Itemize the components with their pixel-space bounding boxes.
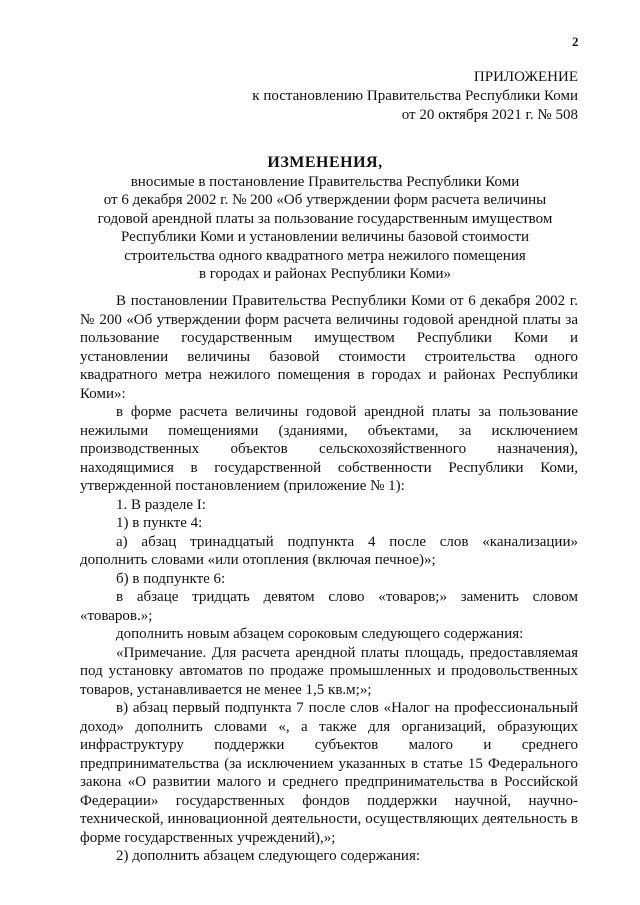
- paragraph: дополнить новым абзацем сороковым следующего содержания:: [116, 626, 524, 642]
- paragraph: в форме расчета величины годовой арендной платы за пользование нежилыми помещениями (зданиями, объектами, за исключением производственных объектов сельскохозяйственного назначения), находящимися в государственной собственности Республики Коми, утвержденной постановлением (приложение № 1):: [80, 404, 578, 494]
- annex-block: [252, 68, 578, 125]
- page-number: 2: [572, 34, 579, 49]
- paragraph: 2) дополнить абзацем следующего содержания:: [116, 848, 421, 864]
- title-line: Республики Коми и установлении величины базовой стоимости: [120, 229, 530, 245]
- paragraph: 1) в пункте 4:: [116, 515, 203, 531]
- paragraph: в) абзац первый подпункта 7 после слов «Налог на профессиональный доход» дополнить словами «, а также для организаций, образующих инфраструктуру поддержки субъектов малого и среднего предпринимательства (за исключением указанных в статье 15 Федерального закона «О развитии малого и среднего предпринимательства в Российской Федерации» государственных фондов поддержки научной, научно-технической, инновационной деятельности, осуществляющих деятельность в форме государственных учреждений),»;: [80, 700, 578, 846]
- annex-date: от 20 октября 2021 г. № 508: [401, 107, 578, 123]
- annex-label: ПРИЛОЖЕНИЕ: [473, 69, 578, 85]
- document-body: [80, 292, 578, 866]
- title-line: вносимые в постановление Правительства Республики Коми: [130, 173, 520, 190]
- paragraph: а) абзац тринадцатый подпункта 4 после слов «канализации» дополнить словами «или отопления (включая печное)»;: [80, 533, 578, 568]
- paragraph: 1. В разделе I:: [116, 496, 206, 513]
- title-heading: ИЗМЕНЕНИЯ,: [267, 154, 383, 171]
- paragraph: «Примечание. Для расчета арендной платы площадь, предоставляемая под установку автоматов по продаже промышленных и продовольственных товаров, устанавливается не менее 1,5 кв.м;»;: [80, 644, 578, 698]
- title-line: от 6 декабря 2002 г. № 200 «Об утверждении форм расчета величины: [103, 192, 547, 208]
- paragraph: В постановлении Правительства Республики Коми от 6 декабря 2002 г. № 200 «Об утверждении форм расчета величины годовой арендной платы за пользование государственным имуществом Республики Коми и установлении величины базовой стоимости строительства одного квадратного метра нежилого помещения в городах и районах Республики Коми»:: [80, 293, 578, 402]
- annex-reference: к постановлению Правительства Республики Коми: [252, 88, 578, 104]
- paragraph: б) в подпункте 6:: [116, 570, 226, 587]
- title-line: строительства одного квадратного метра нежилого помещения: [124, 247, 526, 264]
- document-title: [90, 154, 560, 284]
- title-line: годовой арендной платы за пользование государственным имуществом: [97, 210, 553, 227]
- paragraph: в абзаце тридцать девятом слово «товаров;» заменить словом «товаров.»;: [80, 589, 578, 624]
- title-line: в городах и районах Республики Коми»: [198, 266, 452, 282]
